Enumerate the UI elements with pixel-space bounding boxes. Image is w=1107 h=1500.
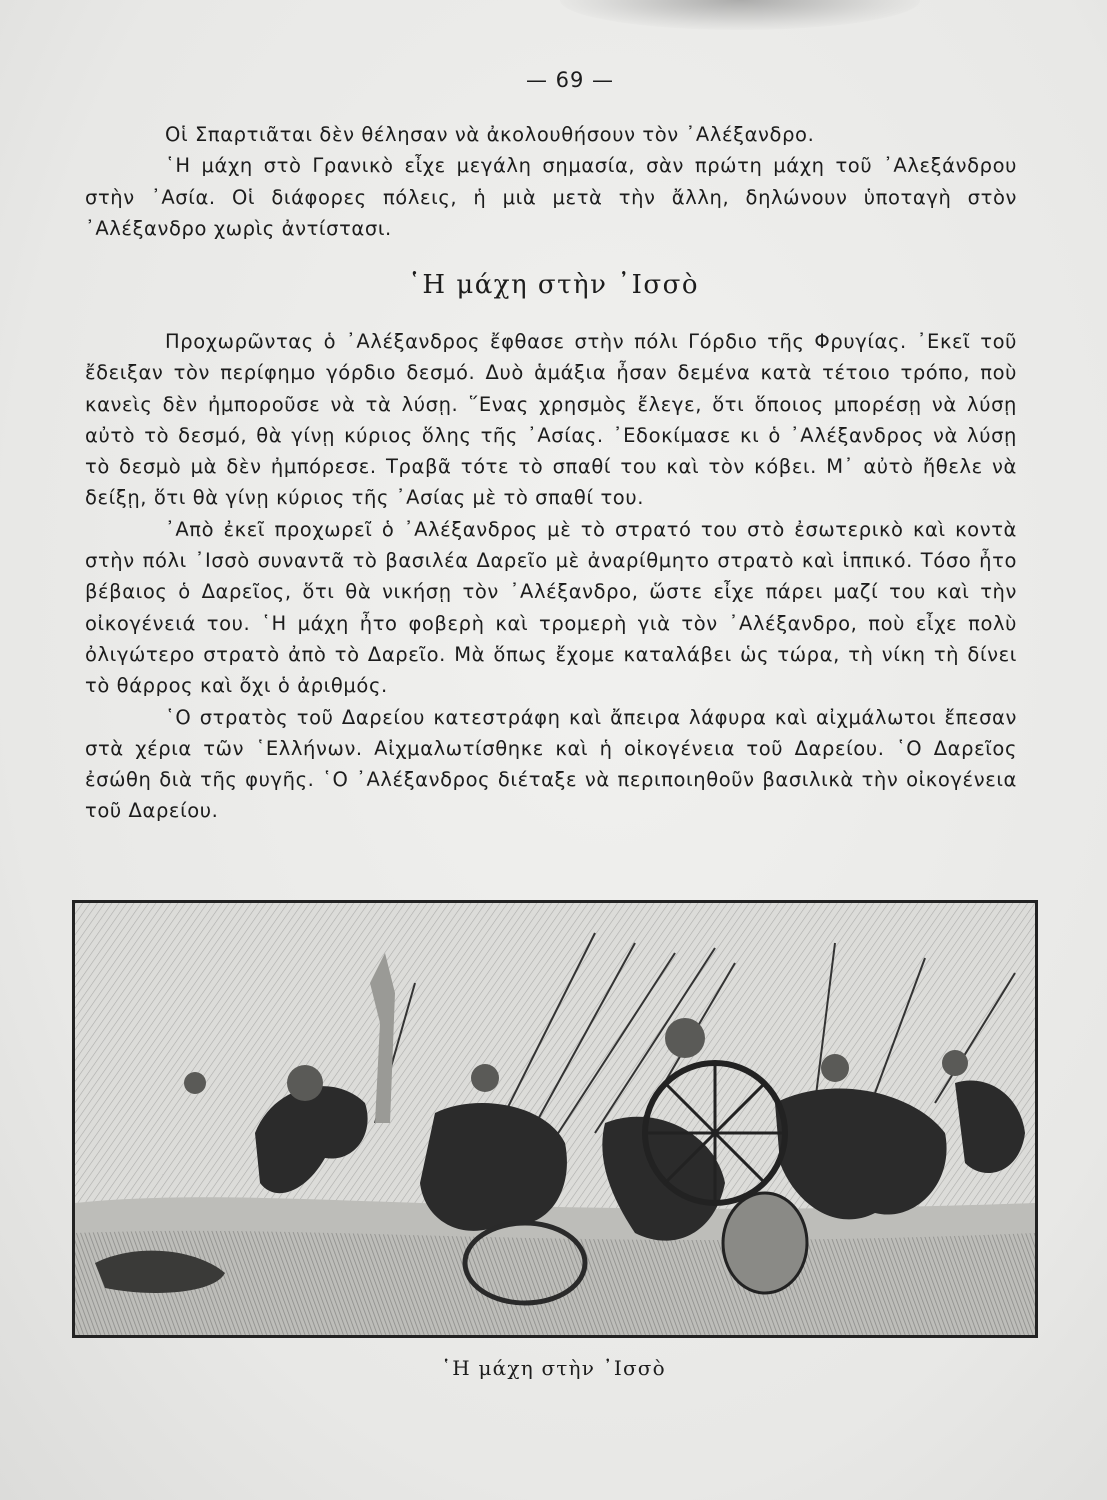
section-title: ῾Η μάχη στὴν ᾿Ισσὸ [407,270,700,300]
section-paragraph-1: Προχωρῶντας ὁ ᾿Αλέξανδρος ἔφθασε στὴν πόλι Γόρδιο τῆς Φρυγίας. ᾿Εκεῖ τοῦ ἔδειξαν τὸν περίφημο γόρδιο δεσμό. Δυὸ ἁμάξια ἦσαν δεμένα κατὰ τέτοιο τρόπο, ποὺ κανεὶς δὲν ἠμποροῦσε νὰ τὰ λύσῃ. ῞Ενας χρησμὸς ἔλεγε, ὅτι ὅποιος μπορέσῃ νὰ λύσῃ αὐτὸ τὸ δεσμό, θὰ γίνῃ κύριος ὅλης τῆς ᾿Ασίας. ᾿Εδοκίμασε κι ὁ ᾿Αλέξανδρος νὰ λύσῃ τὸ δεσμὸ μὰ δὲν ἠμπόρεσε. Τραβᾶ τότε τὸ σπαθί του καὶ τὸν κόβει. Μ᾿ αὐτὸ ἤθελε νὰ δείξῃ, ὅτι θὰ γίνῃ κύριος τῆς ᾿Ασίας μὲ τὸ σπαθί του. [85,330,1017,510]
section-text [85,326,1017,827]
page-number: — 69 — [525,68,615,92]
battle-illustration [72,900,1038,1338]
section-paragraph-3: ῾Ο στρατὸς τοῦ Δαρείου κατεστράφη καὶ ἄπειρα λάφυρα καὶ αἰχμάλωτοι ἔπεσαν στὰ χέρια τῶν ῾Ελλήνων. Αἰχμαλωτίσθηκε καὶ ἡ οἰκογένεια τοῦ Δαρείου. ῾Ο Δαρεῖος ἐσώθη διὰ τῆς φυγῆς. ῾Ο ᾿Αλέξανδρος διέταξε νὰ περιποιηθοῦν βασιλικὰ τὴν οἰκογένεια τοῦ Δαρείου. [85,705,1017,823]
page-stain [560,0,920,30]
intro-paragraph-2: ῾Η μάχη στὸ Γρανικὸ εἶχε μεγάλη σημασία, σὰν πρώτη μάχη τοῦ ᾿Αλεξάνδρου στὴν ᾿Ασία. Οἱ διάφορες πόλεις, ἡ μιὰ μετὰ τὴν ἄλλη, δηλώνουν ὑποταγὴ στὸν ᾿Αλέξανδρο χωρὶς ἀντίστασι. [85,154,1017,240]
intro-text [85,119,1017,244]
illustration-caption: ῾Η μάχη στὴν ᾿Ισσὸ [441,1356,666,1380]
section-paragraph-2: ᾿Απὸ ἐκεῖ προχωρεῖ ὁ ᾿Αλέξανδρος μὲ τὸ στρατό του στὸ ἐσωτερικὸ καὶ κοντὰ στὴν πόλι ᾿Ισσὸ συναντᾶ τὸ βασιλέα Δαρεῖο μὲ ἀναρίθμητο στρατὸ καὶ ἱππικό. Τόσο ἦτο βέβαιος ὁ Δαρεῖος, ὅτι θὰ νικήσῃ τὸν ᾿Αλέξανδρο, ὥστε εἶχε πάρει μαζί του καὶ τὴν οἰκογένειά του. ῾Η μάχη ἦτο φοβερὴ καὶ τρομερὴ γιὰ τὸν ᾿Αλέξανδρο, ποὺ εἶχε πολὺ ὀλιγώτερο στρατὸ ἀπὸ τὸ Δαρεῖο. Μὰ ὅπως ἔχομε καταλάβει ὡς τώρα, τὴ νίκη τὴ δίνει τὸ θάρρος καὶ ὄχι ὁ ἀριθμός. [85,517,1017,698]
battle-engraving-image [75,903,1035,1335]
intro-paragraph-1: Οἱ Σπαρτιᾶται δὲν θέλησαν νὰ ἀκολουθήσουν τὸν ᾿Αλέξανδρο. [165,123,815,146]
